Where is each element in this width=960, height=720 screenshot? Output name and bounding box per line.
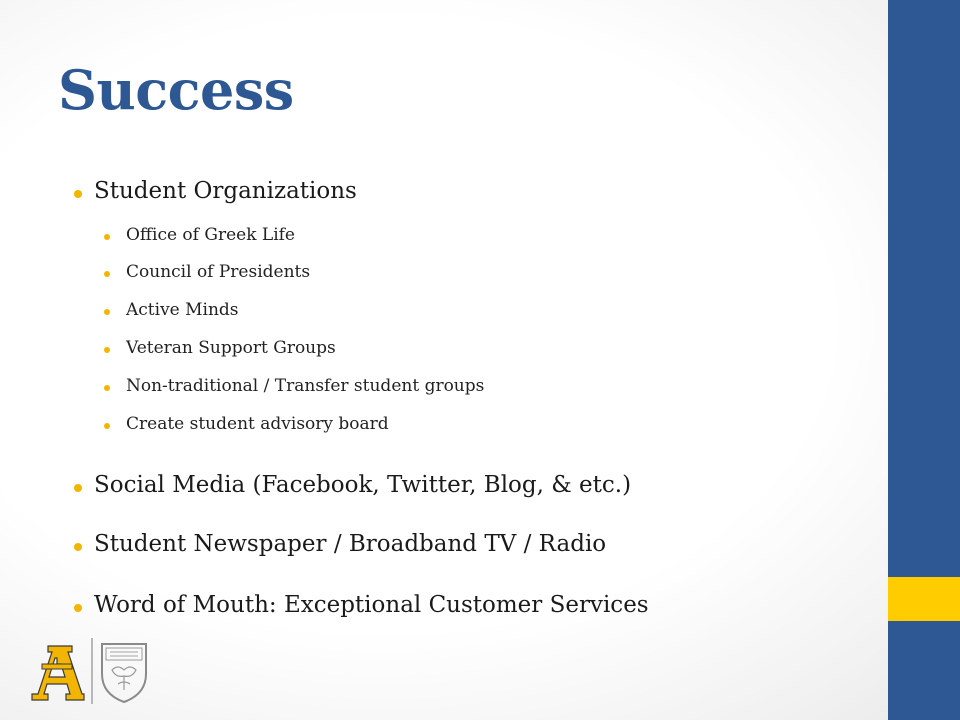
sub-bullet-icon [104, 347, 110, 353]
sub-bullet-icon [104, 385, 110, 391]
bullet-item: Student Newspaper / Broadband TV / Radio [94, 531, 607, 557]
aggie-at-logo-icon [28, 642, 86, 702]
sub-bullet-item: Office of Greek Life [126, 225, 295, 245]
sub-bullet-icon [104, 234, 110, 240]
bullet-icon [74, 604, 82, 612]
sub-bullet-icon [104, 423, 110, 429]
bullet-icon [74, 484, 82, 492]
sidebar-blue-bottom [888, 621, 960, 720]
sub-bullet-icon [104, 271, 110, 277]
bullet-item: Social Media (Facebook, Twitter, Blog, & etc.) [94, 472, 632, 498]
sub-bullet-item: Create student advisory board [126, 414, 389, 434]
bullet-item: Word of Mouth: Exceptional Customer Services [94, 592, 649, 618]
decorative-sidebar [888, 0, 960, 720]
bullet-item: Student Organizations [94, 178, 357, 204]
sidebar-gold-stripe [888, 577, 960, 621]
bullet-icon [74, 543, 82, 551]
sidebar-blue-top [888, 0, 960, 577]
sub-bullet-item: Council of Presidents [126, 262, 311, 282]
logo-area [28, 638, 178, 706]
slide-title: Success [58, 58, 294, 122]
bullet-icon [74, 190, 82, 198]
sub-bullet-icon [104, 309, 110, 315]
sub-bullet-item: Veteran Support Groups [126, 338, 336, 358]
logo-divider [91, 638, 93, 704]
university-seal-icon [98, 640, 150, 704]
sub-bullet-item: Active Minds [126, 300, 239, 320]
sub-bullet-item: Non-traditional / Transfer student groups [126, 376, 485, 396]
